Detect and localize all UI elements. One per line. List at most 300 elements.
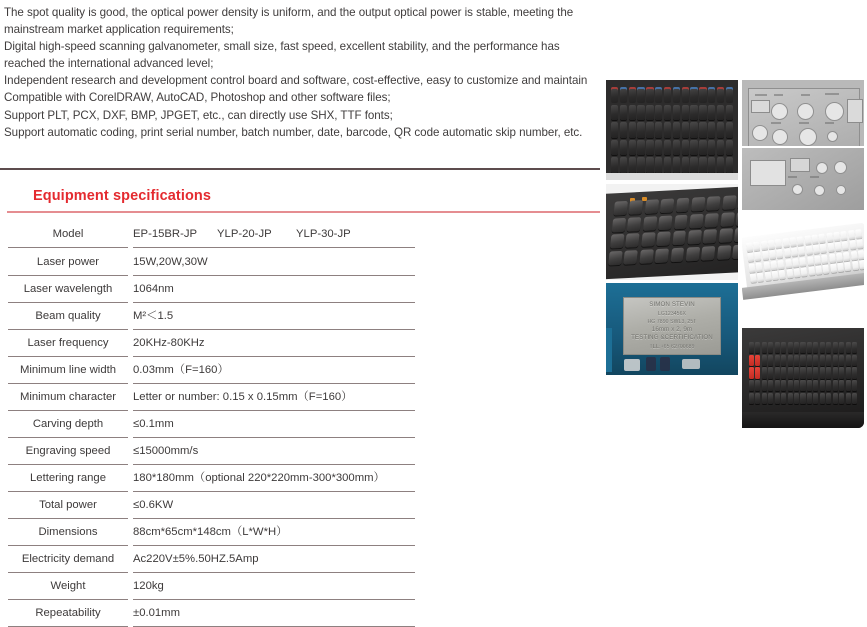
keyboard-key: [833, 367, 838, 378]
table-row: [0, 384, 430, 411]
keyboard-key: [756, 262, 763, 272]
keyboard-key: [813, 393, 818, 404]
keyboard-key: [821, 254, 828, 264]
keyboard-keys: [749, 342, 857, 404]
panel-hole: [771, 103, 788, 120]
product-photo-collage: [606, 80, 864, 428]
keyboard-key: [791, 247, 798, 257]
keyboard-key: [826, 342, 831, 353]
keyboard-key: [637, 122, 644, 138]
keyboard-key: [699, 87, 706, 103]
keyboard-key: [755, 342, 760, 353]
keyboard-key: [775, 239, 782, 249]
keyboard-palm-rest: [742, 412, 864, 428]
keyboard-key: [813, 342, 818, 353]
keyboard-key: [812, 234, 819, 244]
keyboard-key: [737, 194, 738, 209]
keyboard-key: [852, 393, 857, 404]
keyboard-key: [637, 105, 644, 121]
spec-label: Carving depth: [8, 411, 128, 438]
keyboard-key: [637, 140, 644, 156]
keyboard-key: [673, 140, 680, 156]
keyboard-key: [784, 248, 791, 258]
keyboard-key: [755, 367, 760, 378]
keyboard-key: [826, 367, 831, 378]
keyboard-key: [620, 122, 627, 138]
spec-value: 0.03mm（F=160）: [133, 357, 415, 384]
table-row: [0, 600, 430, 627]
keyboard-key: [859, 260, 864, 270]
keyboard-key: [770, 260, 777, 270]
keyboard-key: [620, 87, 627, 103]
keyboard-key: [732, 244, 738, 259]
keyboard-key: [813, 380, 818, 391]
keyboard-key: [660, 199, 674, 214]
keyboard-key: [637, 157, 644, 173]
keyboard-key: [674, 214, 688, 229]
keyboard-key: [801, 267, 808, 277]
keyboard-key: [687, 230, 701, 245]
keyboard-key: [797, 236, 804, 246]
keyboard-key: [664, 122, 671, 138]
keyboard-key: [726, 157, 733, 173]
keyboard-key: [852, 380, 857, 391]
keyboard-key: [718, 228, 732, 243]
keyboard-key: [755, 380, 760, 391]
panel-hole: [816, 162, 828, 174]
keyboard-key: [788, 367, 793, 378]
panel-engraved-text: [825, 93, 839, 95]
keyboard-key: [682, 105, 689, 121]
keyboard-key: [705, 213, 719, 228]
keyboard-key: [768, 240, 775, 250]
background-object: [624, 359, 640, 371]
keyboard-key: [768, 355, 773, 366]
keyboard-key: [682, 122, 689, 138]
spec-label: Lettering range: [8, 465, 128, 492]
panel-slot: [750, 160, 786, 186]
background-object: [660, 357, 670, 371]
keyboard-key: [807, 367, 812, 378]
keyboard-key: [807, 355, 812, 366]
intro-line-5: Support PLT, PCX, DXF, BMP, JPGET, etc., can directly use SHX, TTF fonts;: [4, 108, 393, 122]
intro-line-2: Digital high-speed scanning galvanometer, small size, fast speed, excellent stability, and the performance has reached the international advanced level;: [4, 40, 560, 71]
spec-value: ≤0.1mm: [133, 411, 415, 438]
keyboard-key: [775, 367, 780, 378]
keyboard-key: [807, 342, 812, 353]
spec-label: Laser power: [8, 249, 128, 276]
keyboard-key: [786, 269, 793, 279]
keyboard-key: [611, 140, 618, 156]
panel-slot: [790, 158, 810, 172]
keyboard-key: [833, 393, 838, 404]
equipment-specifications-table: [0, 222, 430, 627]
keyboard-key: [699, 140, 706, 156]
keyboard-key: [746, 242, 753, 252]
keyboard-key: [682, 157, 689, 173]
keyboard-key: [646, 105, 653, 121]
keyboard-keys: [608, 194, 738, 265]
spec-label: Electricity demand: [8, 546, 128, 573]
keyboard-key: [625, 233, 639, 248]
keyboard-key: [807, 380, 812, 391]
keyboard-key: [762, 367, 767, 378]
keyboard-keys: [611, 87, 733, 173]
keyboard-key: [814, 255, 821, 265]
spec-label: Total power: [8, 492, 128, 519]
keyboard-key: [820, 380, 825, 391]
photo-white-keyboard: [742, 210, 864, 300]
keyboard-key: [843, 251, 850, 261]
keyboard-key: [673, 105, 680, 121]
keyboard-key: [646, 87, 653, 103]
panel-engraved-text: [771, 122, 781, 124]
keyboard-key: [690, 105, 697, 121]
keyboard-key: [717, 122, 724, 138]
keyboard-key: [673, 122, 680, 138]
table-row: [0, 465, 430, 492]
keyboard-key: [800, 393, 805, 404]
table-row: [0, 492, 430, 519]
keyboard-key: [856, 239, 863, 249]
keyboard-key: [646, 122, 653, 138]
keyboard-key: [820, 367, 825, 378]
keyboard-key: [708, 140, 715, 156]
keyboard-key: [785, 259, 792, 269]
keyboard-key: [788, 393, 793, 404]
keyboard-key: [850, 251, 857, 261]
keyboard-key: [775, 355, 780, 366]
keyboard-key: [827, 243, 834, 253]
keyboard-key: [826, 355, 831, 366]
keyboard-key: [655, 248, 669, 263]
keyboard-key: [833, 232, 840, 242]
keyboard-key: [846, 380, 851, 391]
keyboard-key: [807, 393, 812, 404]
keyboard-key: [762, 342, 767, 353]
keyboard-key: [800, 380, 805, 391]
keyboard-key: [749, 380, 754, 391]
keyboard-key: [842, 241, 849, 251]
keyboard-key: [610, 234, 624, 249]
keyboard-key: [826, 380, 831, 391]
table-row: [0, 411, 430, 438]
keyboard-key: [620, 157, 627, 173]
keyboard-key: [708, 157, 715, 173]
keyboard-key: [761, 241, 768, 251]
table-row: [0, 546, 430, 573]
keyboard-key: [755, 393, 760, 404]
keyboard-key: [826, 233, 833, 243]
keyboard-key: [708, 87, 715, 103]
keyboard-key: [703, 229, 717, 244]
table-row: [0, 438, 430, 465]
keyboard-key: [820, 393, 825, 404]
panel-hole: [772, 129, 788, 145]
keyboard-key: [624, 250, 638, 265]
keyboard-key: [793, 268, 800, 278]
panel-hole: [827, 131, 838, 142]
keyboard-key: [655, 87, 662, 103]
keyboard-key: [682, 87, 689, 103]
keyboard-key: [629, 122, 636, 138]
keyboard-key: [846, 393, 851, 404]
keyboard-key: [672, 231, 686, 246]
photo-laptop-keyboard: [606, 80, 738, 180]
keyboard-key: [722, 195, 736, 210]
keyboard-key: [839, 393, 844, 404]
table-row: [0, 303, 430, 330]
keyboard-key: [781, 393, 786, 404]
keyboard-key: [753, 242, 760, 252]
panel-engraved-text: [801, 94, 810, 96]
keyboard-key: [844, 262, 851, 272]
keyboard-key: [776, 249, 783, 259]
keyboard-key: [708, 105, 715, 121]
keyboard-key: [839, 380, 844, 391]
keyboard-key: [839, 355, 844, 366]
keyboard-key: [699, 122, 706, 138]
keyboard-key: [629, 140, 636, 156]
keyboard-key: [800, 367, 805, 378]
keyboard-key: [798, 247, 805, 257]
keyboard-key: [664, 157, 671, 173]
engraved-steel-plate: [623, 297, 721, 355]
photo-blue-edge-strip: [606, 328, 612, 372]
model-variant-1: EP-15BR-JP: [133, 228, 198, 240]
keyboard-key: [755, 252, 762, 262]
keyboard-key: [643, 216, 657, 231]
keyboard-key: [675, 198, 689, 213]
keyboard-key: [841, 231, 848, 241]
keyboard-key: [772, 271, 779, 281]
keyboard-key: [750, 273, 757, 283]
intro-line-6: Support automatic coding, print serial number, batch number, date, barcode, QR code automatic skip number, etc.: [4, 125, 583, 139]
keyboard-key: [726, 87, 733, 103]
keyboard-key: [808, 266, 815, 276]
keyboard-key: [790, 237, 797, 247]
spec-label: Weight: [8, 573, 128, 600]
keyboard-key: [769, 250, 776, 260]
keyboard-key: [833, 342, 838, 353]
keyboard-key: [641, 233, 655, 248]
photo-red-key-keyboard: [742, 328, 864, 428]
keyboard-key: [736, 211, 738, 226]
keyboard-key: [807, 256, 814, 266]
keyboard-key: [762, 393, 767, 404]
keyboard-key: [819, 234, 826, 244]
keyboard-key: [813, 367, 818, 378]
keyboard-key: [852, 261, 859, 271]
keyboard-key: [762, 355, 767, 366]
panel-engraved-text: [825, 122, 834, 124]
keyboard-key: [689, 214, 703, 229]
keyboard-key: [747, 253, 754, 263]
engraved-line: TESTING &CERTIFICATION: [631, 334, 713, 342]
engraved-line: LG123456X: [657, 310, 687, 317]
keyboard-key: [608, 251, 622, 266]
spec-value: 20KHz-80KHz: [133, 330, 415, 357]
keyboard-key: [655, 140, 662, 156]
keyboard-key: [839, 367, 844, 378]
engraved-line: TEL:+65 62700689: [649, 343, 695, 350]
panel-engraved-text: [799, 122, 809, 124]
keyboard-key: [846, 342, 851, 353]
keyboard-key: [781, 355, 786, 366]
keyboard-key: [794, 355, 799, 366]
model-variant-3: YLP-30-JP: [296, 228, 351, 240]
keyboard-key: [768, 380, 773, 391]
panel-hole: [752, 125, 768, 141]
keyboard-key: [782, 238, 789, 248]
spec-value: 1064nm: [133, 276, 415, 303]
spec-label: Beam quality: [8, 303, 128, 330]
intro-line-1: The spot quality is good, the optical power density is uniform, and the output optical power is stable, meeting the mainstream market application requirements;: [4, 6, 574, 37]
keyboard-key: [717, 157, 724, 173]
panel-hole: [792, 184, 803, 195]
keyboard-key: [611, 157, 618, 173]
keyboard-key: [788, 380, 793, 391]
panel-slot: [847, 99, 863, 123]
keyboard-key: [639, 249, 653, 264]
keyboard-key: [708, 122, 715, 138]
keyboard-key: [820, 355, 825, 366]
table-row: [0, 276, 430, 303]
keyboard-key: [749, 393, 754, 404]
panel-engraved-text: [788, 176, 797, 178]
keyboard-key: [846, 367, 851, 378]
keyboard-key: [717, 105, 724, 121]
keyboard-key: [829, 253, 836, 263]
keyboard-key: [673, 87, 680, 103]
keyboard-key: [778, 259, 785, 269]
spec-value: 88cm*65cm*148cm（L*W*H）: [133, 519, 415, 546]
keyboard-key: [830, 263, 837, 273]
keyboard-key: [775, 380, 780, 391]
spec-label: Laser frequency: [8, 330, 128, 357]
keyboard-key: [852, 355, 857, 366]
background-object: [646, 357, 656, 371]
spec-value: ≤0.6KW: [133, 492, 415, 519]
keyboard-key: [781, 342, 786, 353]
keyboard-key: [749, 367, 754, 378]
keyboard-key: [664, 140, 671, 156]
keyboard-key: [792, 258, 799, 268]
keyboard-key: [655, 157, 662, 173]
keyboard-key: [768, 393, 773, 404]
keyboard-key: [788, 342, 793, 353]
spec-value: Letter or number: 0.15 x 0.15mm（F=160）: [133, 384, 415, 411]
spec-value: Ac220V±5%.50HZ.5Amp: [133, 546, 415, 573]
spec-value: 120kg: [133, 573, 415, 600]
spec-value: ±0.01mm: [133, 600, 415, 627]
engraved-line: 16mm x 2, 9m: [651, 325, 693, 333]
keyboard-key: [706, 196, 720, 211]
keyboard-key: [629, 87, 636, 103]
keyboard-key: [826, 393, 831, 404]
keyboard-key: [701, 246, 715, 261]
keyboard-key: [620, 140, 627, 156]
keyboard-key: [717, 87, 724, 103]
keyboard-key: [620, 105, 627, 121]
keyboard-key: [627, 217, 641, 232]
heading-underline-divider: [7, 211, 600, 213]
keyboard-key: [823, 264, 830, 274]
keyboard-key: [691, 197, 705, 212]
keyboard-key: [717, 140, 724, 156]
keyboard-key: [658, 215, 672, 230]
keyboard-key: [849, 240, 856, 250]
keyboard-key: [655, 122, 662, 138]
table-row: [0, 249, 430, 276]
keyboard-key: [629, 105, 636, 121]
keyboard-key: [800, 342, 805, 353]
panel-hole: [836, 185, 846, 195]
keyboard-key: [833, 380, 838, 391]
keyboard-key: [699, 105, 706, 121]
keyboard-key: [762, 251, 769, 261]
keyboard-key: [852, 342, 857, 353]
table-row: [0, 357, 430, 384]
keyboard-key: [757, 272, 764, 282]
keyboard-key: [775, 393, 780, 404]
intro-line-3: Independent research and development control board and software, cost-effective, easy to customize and maintain: [4, 74, 588, 88]
background-object: [682, 359, 700, 369]
keyboard-key: [794, 380, 799, 391]
keyboard-key: [646, 140, 653, 156]
keyboard-key: [804, 235, 811, 245]
keyboard-key: [768, 367, 773, 378]
photo-panel-back: [742, 146, 864, 210]
keyboard-key: [656, 232, 670, 247]
keyboard-key: [779, 270, 786, 280]
keyboard-key: [611, 87, 618, 103]
spec-value: 180*180mm（optional 220*220mm-300*300mm）: [133, 465, 415, 492]
keyboard-key: [799, 257, 806, 267]
keyboard-key: [848, 230, 855, 240]
keyboard-key: [613, 201, 627, 216]
keyboard-key: [820, 244, 827, 254]
keyboard-key: [813, 355, 818, 366]
keyboard-key: [612, 218, 626, 233]
keyboard-key: [813, 245, 820, 255]
keyboard-key: [655, 105, 662, 121]
keyboard-key: [835, 242, 842, 252]
engraved-line: SIMON STEVIN: [649, 300, 695, 308]
panel-hole: [814, 185, 825, 196]
keyboard-key: [762, 380, 767, 391]
keyboard-key: [794, 342, 799, 353]
keyboard-key: [749, 342, 754, 353]
keyboard-key: [699, 157, 706, 173]
keyboard-key: [749, 355, 754, 366]
keyboard-key: [611, 105, 618, 121]
keyboard-key: [686, 247, 700, 262]
keyboard-key: [646, 157, 653, 173]
panel-slot: [751, 100, 770, 113]
keyboard-key: [781, 380, 786, 391]
engraved-line: HG 7890 SWL3, 25T: [647, 318, 697, 325]
keyboard-key: [764, 272, 771, 282]
spec-label: Model: [8, 222, 128, 248]
keyboard-key: [858, 250, 864, 260]
keyboard-key: [690, 87, 697, 103]
keyboard-key: [726, 140, 733, 156]
keyboard-key: [673, 157, 680, 173]
keyboard-key: [644, 199, 658, 214]
photo-engraved-plate: [606, 283, 738, 375]
keyboard-key: [794, 367, 799, 378]
